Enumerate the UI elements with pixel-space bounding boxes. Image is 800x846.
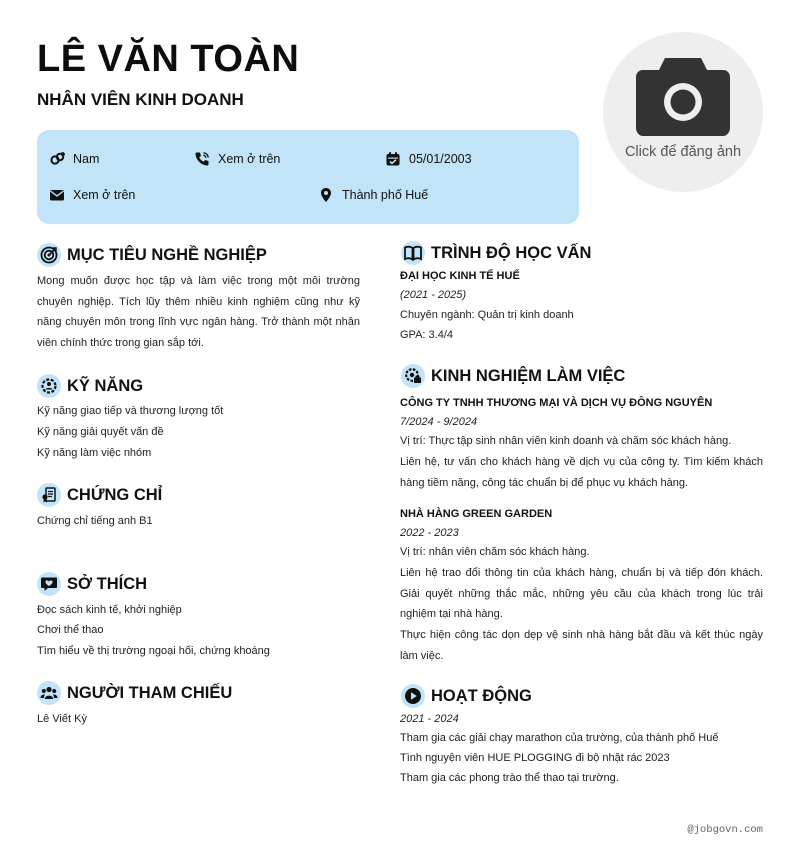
- location-icon: [318, 187, 334, 203]
- hobby-item: Đọc sách kinh tế, khởi nghiệp: [37, 604, 182, 616]
- info-birthdate: [385, 151, 472, 167]
- job-description: Liên hệ trao đổi thông tin của khách hàng, chuẩn bị và tiếp đón khách. Giải quyết những thắc mắc, những yêu cầu của khách trong lúc trải nghiệm tại nhà hàng.: [400, 567, 763, 621]
- info-phone: [194, 151, 280, 167]
- reference-item: Lê Viết Kỳ: [37, 713, 87, 725]
- skill-item: Kỹ năng giải quyết vấn đề: [37, 426, 164, 438]
- skills-gear-icon: [40, 377, 58, 395]
- education-period: (2021 - 2025): [400, 289, 467, 301]
- section-objective-title: [37, 243, 267, 267]
- references-icon-wrap: [37, 681, 61, 705]
- address-value: Thành phố Huế: [342, 188, 429, 202]
- hobbies-icon-wrap: [37, 572, 61, 596]
- skill-item: Kỹ năng làm việc nhóm: [37, 447, 152, 459]
- job-description-extra: Thực hiện công tác dọn dẹp vệ sinh nhà hàng bắt đầu và kết thúc ngày làm việc.: [400, 629, 763, 662]
- people-icon: [40, 684, 58, 702]
- certificate-icon-wrap: [37, 483, 61, 507]
- certificates-title: CHỨNG CHỈ: [67, 485, 163, 504]
- phone-icon: [194, 151, 210, 167]
- section-certificates-title: [37, 483, 162, 507]
- activity-item: Tham gia các giải chạy marathon của trường, của thành phố Huế: [400, 732, 719, 744]
- section-skills-title: [37, 374, 143, 398]
- activities-title: HOẠT ĐỘNG: [431, 686, 532, 705]
- activity-item: Tình nguyện viên HUE PLOGGING đi bộ nhặt rác 2023: [400, 752, 670, 764]
- heart-chat-icon: [40, 575, 58, 593]
- job-position: Vị trí: Thực tập sinh nhân viên kinh doanh và chăm sóc khách hàng.: [400, 435, 732, 447]
- job-period: 2022 - 2023: [400, 527, 459, 539]
- skills-icon-wrap: [37, 374, 61, 398]
- play-icon: [404, 687, 422, 705]
- section-experience-title: [401, 364, 625, 388]
- objective-title: MỤC TIÊU NGHỀ NGHIỆP: [67, 245, 267, 264]
- gender-value: Nam: [73, 152, 100, 166]
- job-company: NHÀ HÀNG GREEN GARDEN: [400, 508, 553, 520]
- calendar-icon: [385, 151, 401, 167]
- info-gender: [49, 151, 99, 167]
- target-icon: [40, 246, 58, 264]
- briefcase-gear-icon: [404, 367, 422, 385]
- education-title: TRÌNH ĐỘ HỌC VẤN: [431, 243, 592, 262]
- skill-item: Kỹ năng giao tiếp và thương lượng tốt: [37, 405, 224, 417]
- certificate-icon: [40, 486, 58, 504]
- activities-icon-wrap: [401, 684, 425, 708]
- photo-upload-label: Click để đăng ảnh: [624, 144, 742, 160]
- footer-credit: @jobgovn.com: [687, 824, 763, 836]
- job-title: NHÂN VIÊN KINH DOANH: [37, 90, 244, 109]
- education-icon-wrap: [401, 241, 425, 265]
- info-address: [318, 187, 428, 203]
- email-icon: [49, 187, 65, 203]
- experience-icon-wrap: [401, 364, 425, 388]
- skills-title: KỸ NĂNG: [67, 376, 144, 395]
- target-icon-wrap: [37, 243, 61, 267]
- section-education-title: [401, 241, 591, 265]
- hobbies-title: SỞ THÍCH: [67, 574, 148, 593]
- camera-icon: [635, 54, 731, 140]
- candidate-name: LÊ VĂN TOÀN: [37, 38, 300, 80]
- activities-period: 2021 - 2024: [400, 713, 459, 725]
- job-company: CÔNG TY TNHH THƯƠNG MẠI VÀ DỊCH VỤ ĐÔNG NGUYÊN: [400, 397, 713, 409]
- section-references-title: [37, 681, 232, 705]
- job-period: 7/2024 - 9/2024: [400, 416, 478, 428]
- job-position: Vị trí: nhân viên chăm sóc khách hàng.: [400, 546, 590, 558]
- info-email: [49, 187, 135, 203]
- education-gpa: GPA: 3.4/4: [400, 329, 453, 341]
- hobby-item: Chơi thể thao: [37, 624, 104, 636]
- gender-icon: [49, 151, 65, 167]
- activity-item: Tham gia các phong trào thể thao tại trường.: [400, 772, 619, 784]
- education-major: Chuyên ngành: Quản trị kinh doanh: [400, 309, 574, 321]
- objective-text: Mong muốn được học tập và làm việc trong một môi trường chuyên nghiệp. Tích lũy thêm nhiều kinh nghiệm cũng như kỹ năng chuyên môn trong lĩnh vực ngân hàng. Trở thành một nhân viên chính thức trong gian sắp tới.: [37, 275, 360, 349]
- certificate-item: Chứng chỉ tiếng anh B1: [37, 515, 153, 527]
- education-school: ĐẠI HỌC KINH TẾ HUẾ: [400, 270, 520, 282]
- birthdate-value: 05/01/2003: [409, 152, 472, 166]
- job-description: Liên hệ, tư vấn cho khách hàng về dịch vụ của công ty. Tìm kiếm khách hàng tiềm năng, công tác chuẩn bị để phục vụ khách hàng.: [400, 456, 763, 489]
- hobby-item: Tìm hiểu về thị trường ngoại hối, chứng khoáng: [37, 645, 270, 657]
- email-value: Xem ở trên: [73, 188, 136, 202]
- references-title: NGƯỜI THAM CHIẾU: [67, 683, 233, 702]
- section-hobbies-title: [37, 572, 147, 596]
- contact-info-box: [37, 130, 579, 224]
- phone-value: Xem ở trên: [218, 152, 281, 166]
- section-activities-title: [401, 684, 532, 708]
- photo-upload[interactable]: [603, 32, 763, 192]
- book-icon: [404, 244, 422, 262]
- experience-title: KINH NGHIỆM LÀM VIỆC: [431, 366, 626, 385]
